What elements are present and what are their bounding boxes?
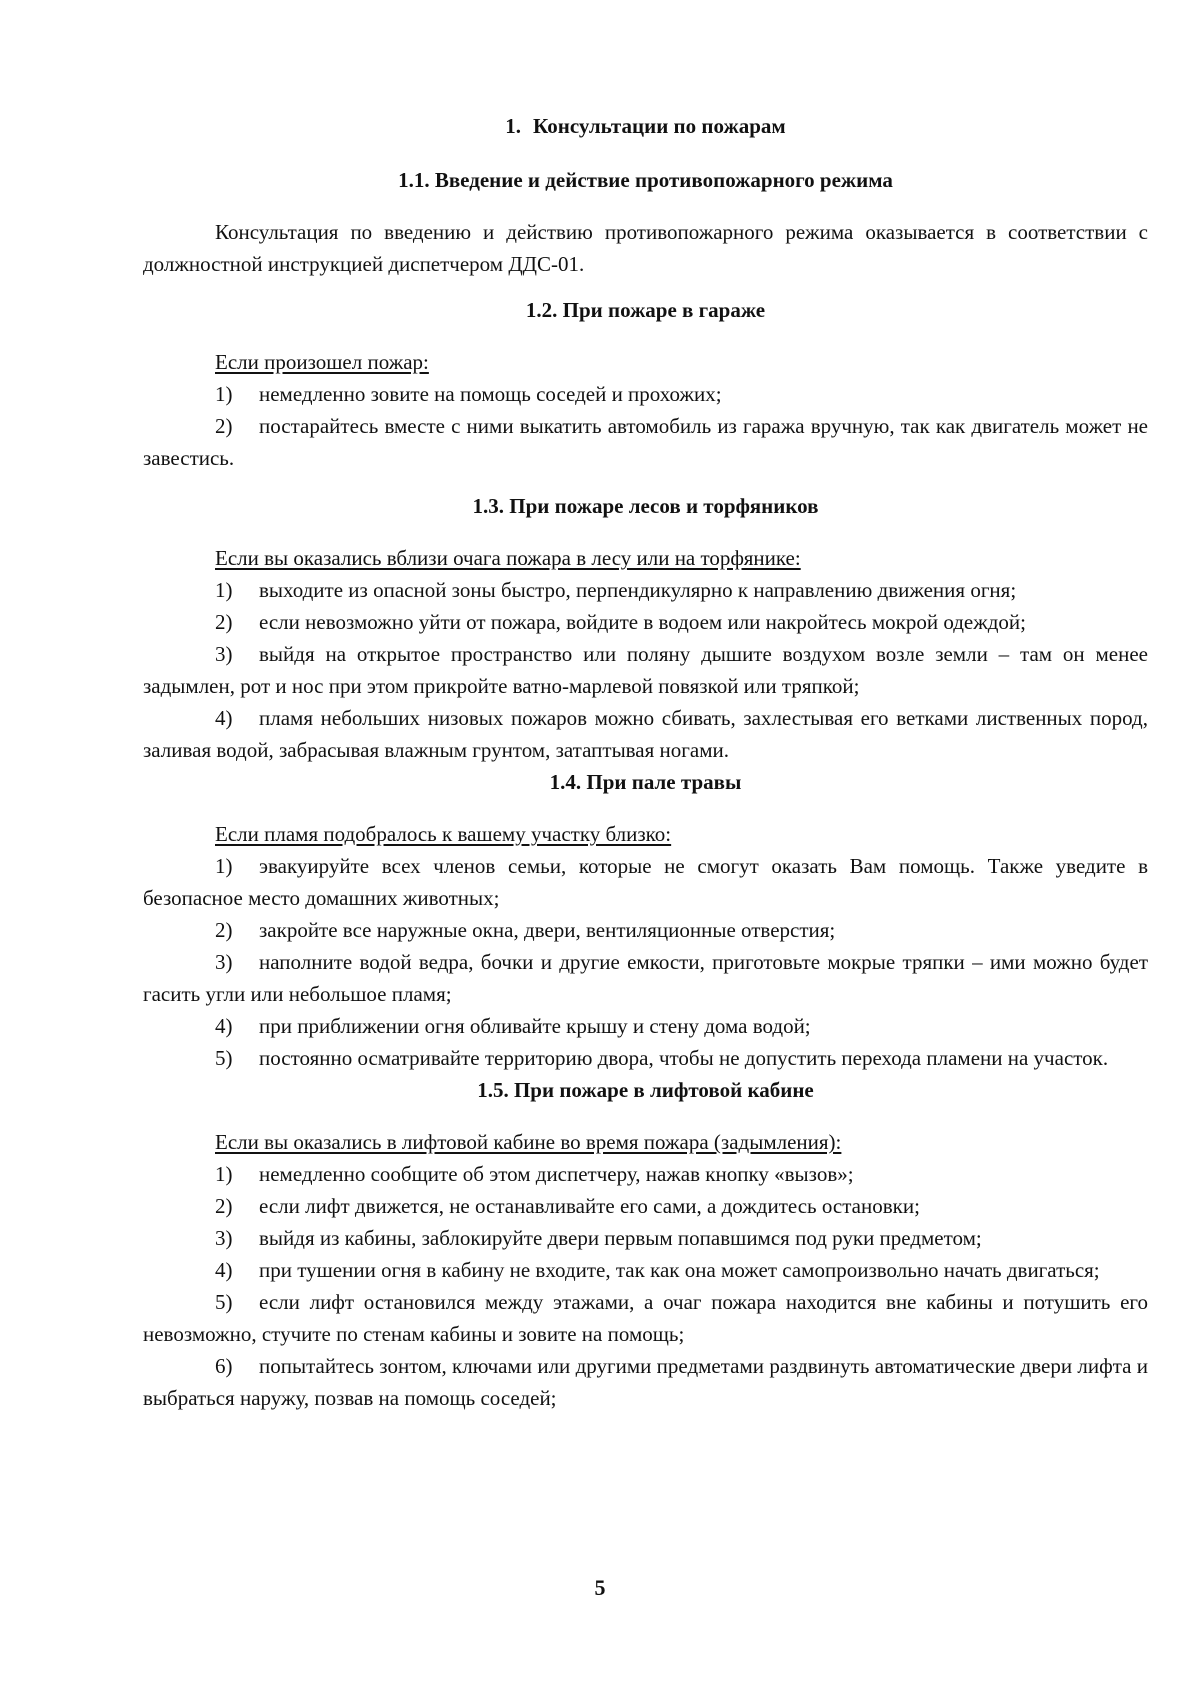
list-item: 6) попытайтесь зонтом, ключами или другими предметами раздвинуть автоматические двери лифта и выбраться наружу, позвав на помощь соседей; [143, 1354, 1148, 1410]
chapter-number: 1. [505, 114, 522, 138]
list-item: 4) пламя небольших низовых пожаров можно сбивать, захлестывая его ветками лиственных пород, заливая водой, забрасывая влажным грунтом, затаптывая ногами. [143, 706, 1148, 762]
section-1-2-lead: Если произошел пожар: [215, 350, 429, 374]
list-item: 5) если лифт остановился между этажами, а очаг пожара находится вне кабины и потушить его невозможно, стучите по стенам кабины и зовите на помощь; [143, 1290, 1148, 1346]
section-1-5-lead: Если вы оказались в лифтовой кабине во время пожара (задымления): [215, 1130, 842, 1154]
chapter-heading [143, 110, 1148, 142]
section-1-3-lead: Если вы оказались вблизи очага пожара в лесу или на торфянике: [215, 546, 801, 570]
section-heading-1-3: 1.3. При пожаре лесов и торфяников [472, 494, 819, 518]
list-item: 3) выйдя на открытое пространство или поляну дышите воздухом возле земли – там он менее задымлен, рот и нос при этом прикройте ватно-марлевой повязкой или тряпкой; [143, 642, 1148, 698]
list-item: 3) выйдя из кабины, заблокируйте двери первым попавшимся под руки предметом; [215, 1226, 982, 1250]
list-item: 2) закройте все наружные окна, двери, вентиляционные отверстия; [215, 918, 836, 942]
list-item: 1) немедленно сообщите об этом диспетчеру, нажав кнопку «вызов»; [215, 1162, 854, 1186]
list-item: 1) выходите из опасной зоны быстро, перпендикулярно к направлению движения огня; [215, 578, 1017, 602]
section-heading-1-2: 1.2. При пожаре в гараже [525, 298, 766, 322]
list-item: 2) если невозможно уйти от пожара, войдите в водоем или накройтесь мокрой одеждой; [215, 610, 1026, 634]
document-page [143, 110, 1148, 1414]
list-item: 1) эвакуируйте всех членов семьи, которые не смогут оказать Вам помощь. Также уведите в безопасное место домашних животных; [143, 854, 1148, 910]
section-heading-1-5: 1.5. При пожаре в лифтовой кабине [477, 1078, 814, 1102]
list-item: 3) наполните водой ведра, бочки и другие емкости, приготовьте мокрые тряпки – ими можно будет гасить угли или небольшое пламя; [143, 950, 1148, 1006]
section-1-1-text: Консультация по введению и действию противопожарного режима оказывается в соответствии с должностной инструкцией диспетчером ДДС-01. [143, 220, 1148, 276]
chapter-title: Консультации по пожарам [533, 114, 786, 138]
page-number: 5 [594, 1575, 606, 1600]
list-item: 2) постарайтесь вместе с ними выкатить автомобиль из гаража вручную, так как двигатель может не завестись. [143, 414, 1148, 470]
section-heading-1-1: 1.1. Введение и действие противопожарного режима [398, 168, 893, 192]
list-item: 5) постоянно осматривайте территорию двора, чтобы не допустить перехода пламени на участок. [215, 1046, 1109, 1070]
list-item: 4) при тушении огня в кабину не входите, так как она может самопроизвольно начать двигаться; [215, 1258, 1100, 1282]
section-heading-1-4: 1.4. При пале травы [549, 770, 742, 794]
list-item: 1) немедленно зовите на помощь соседей и прохожих; [215, 382, 722, 406]
list-item: 2) если лифт движется, не останавливайте его сами, а дождитесь остановки; [215, 1194, 920, 1218]
list-item: 4) при приближении огня обливайте крышу и стену дома водой; [215, 1014, 811, 1038]
section-1-4-lead: Если пламя подобралось к вашему участку близко: [215, 822, 672, 846]
